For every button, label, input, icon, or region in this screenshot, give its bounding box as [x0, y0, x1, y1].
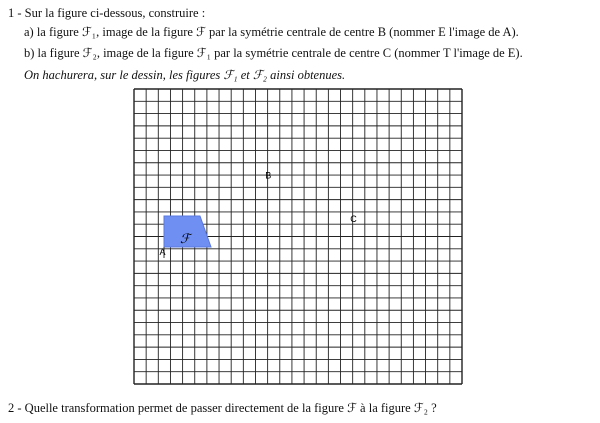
- point-label-a: A: [159, 246, 166, 257]
- question-2: 2 - Quelle transformation permet de passer directement de la figure ℱ à la figure ℱ₂ ?: [8, 401, 437, 415]
- point-label-b: B: [265, 170, 272, 181]
- point-label-c: C: [350, 213, 357, 224]
- question-1b: b) la figure ℱ₂, image de la figure ℱ₁ par la symétrie centrale de centre C (nommer T l'image de E).: [24, 46, 523, 60]
- question-1a: a) la figure ℱ₁, image de la figure ℱ par la symétrie centrale de centre B (nommer E l'image de A).: [24, 25, 519, 39]
- hatching-note: On hachurera, sur le dessin, les figures ℱ₁ et ℱ₂ ainsi obtenues.: [24, 68, 346, 82]
- figure-f-label: ℱ: [180, 231, 191, 246]
- question-1: 1 - Sur la figure ci-dessous, construire :: [8, 6, 206, 20]
